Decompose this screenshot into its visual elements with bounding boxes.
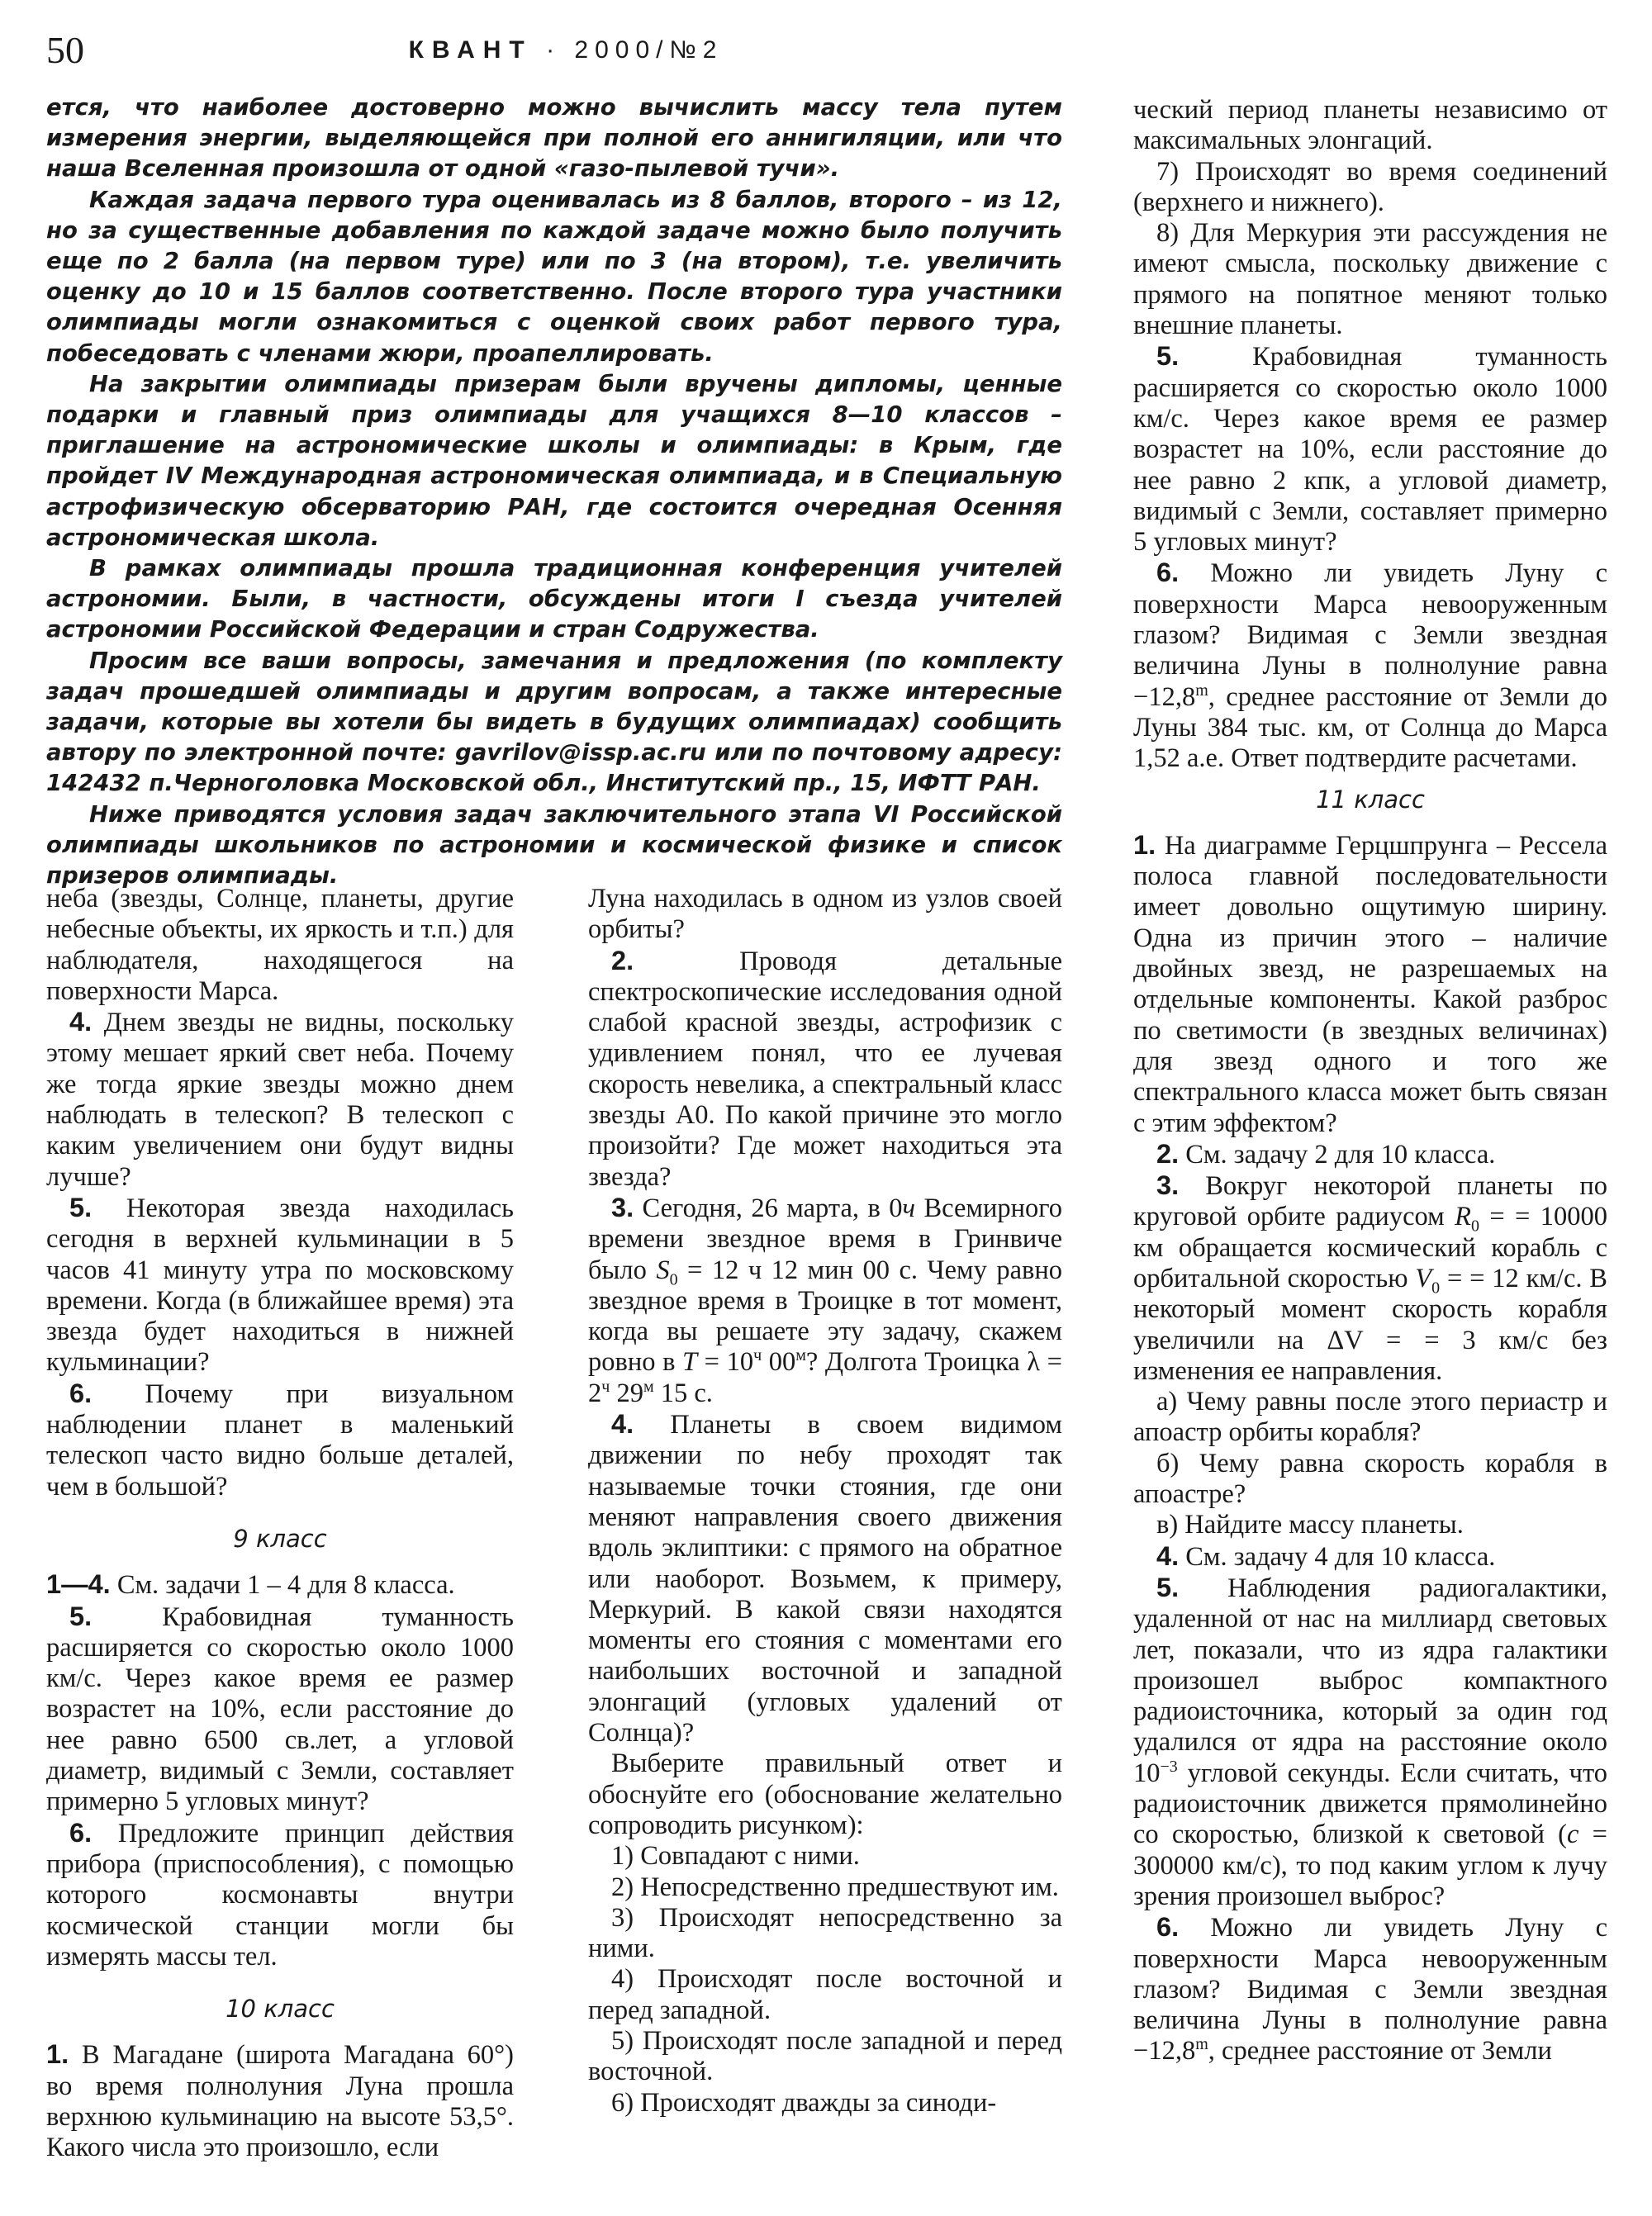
problem-number: 6. — [1156, 558, 1180, 588]
intro-paragraph: Просим все ваши вопросы, замечания и предложения (по комплекту задач прошедшей олимпиады и другим вопросам, а также интересные задачи, которые вы хотели бы видеть в будущих олимпиадах) сообщить автору по электронной почте: gavrilov@issp.ac.ru или по почтовому адресу: 142432 п.Черноголовка Московской обл., Институтский пр., 15, ИФТТ РАН. — [46, 647, 1062, 797]
problem-text: 00 — [762, 1347, 796, 1378]
var-r: R — [1455, 1202, 1471, 1232]
problem-text: , среднее расстояние от Земли — [1208, 2036, 1552, 2067]
superscript: −3 — [1160, 1757, 1178, 1776]
answer-option: 6) Происходят дважды за синоди- — [611, 2087, 997, 2118]
problem-number: 3. — [611, 1192, 634, 1222]
problem-text: 29 — [610, 1378, 643, 1408]
problem-item — [1133, 1912, 1607, 2067]
problem-text: угловой секунды. Если считать, что радиоисточник движется прямолинейно со скоростью, близкой к световой ( — [1133, 1758, 1607, 1850]
problem-instruction: Выберите правильный ответ и обоснуйте его (обоснование желательно сопроводить рисунком): — [588, 1749, 1062, 1840]
answer-option: 1) Совпадают с ними. — [611, 1841, 860, 1872]
grade-heading: 11 класс — [1316, 785, 1425, 814]
var-c: c — [1567, 1820, 1579, 1850]
problem-number: 1. — [1133, 829, 1156, 860]
problem-item — [1133, 341, 1607, 558]
problem-text: Предложите принцип действия прибора (приспособления), с помощью которого космонавты внутри космической станции могли бы измерять массы тел. — [46, 1818, 514, 1972]
problem-number: 5. — [69, 1192, 93, 1222]
subscript: 0 — [1470, 1217, 1479, 1236]
grade-heading: 9 класс — [233, 1524, 327, 1553]
subscript: 0 — [1431, 1279, 1441, 1298]
problem-item — [1133, 558, 1607, 774]
problem-item — [46, 2039, 514, 2163]
superscript: ч — [601, 1377, 610, 1396]
column-3 — [1133, 95, 1607, 2067]
var-v: V — [1415, 1263, 1432, 1293]
answer-option: 2) Непосредственно предшествуют им. — [611, 1872, 1059, 1902]
var-s: S — [656, 1255, 670, 1285]
problem-text: = = 10000 км обращается космический корабль с орбитальной скоростью — [1133, 1202, 1607, 1293]
superscript: м — [795, 1346, 806, 1365]
running-header — [0, 36, 1132, 64]
problem-text: 15 с. — [653, 1378, 713, 1408]
grade-heading: 10 класс — [225, 1995, 335, 2024]
problem-number: 6. — [69, 1378, 93, 1408]
problem-text: Крабовидная туманность расширяется со скоростью около 1000 км/с. Через какое время ее размер возрастет на 10%, если расстояние до нее равно 2 кпк, а угловой диаметр, видимый с Земли, составляет примерно 5 угловых минут? — [1133, 342, 1607, 558]
problem-text: Проводя детальные спектроскопические исследования одной слабой красной звезды, астрофизик с удивлением понял, что ее лучевая скорость невелика, а спектральный класс звезды А0. По какой причине это могло произойти? Где может находиться эта звезда? — [588, 946, 1062, 1192]
problem-number: 1. — [46, 2039, 69, 2070]
intro-paragraph: ется, что наиболее достоверно можно вычислить массу тела путем измерения энергии, выделяющейся при полной его аннигиляции, или что наша Вселенная произошла от одной «газо-пылевой тучи». — [46, 94, 1062, 183]
problem-item — [46, 1601, 514, 1818]
problem-text: = 10 — [697, 1347, 754, 1378]
problem-item — [46, 1818, 514, 1972]
superscript: m — [1195, 2035, 1208, 2054]
problem-text: Крабовидная туманность расширяется со скоростью около 1000 км/с. Через какое время ее размер возрастет на 10%, если расстояние до нее равно 6500 св.лет, а угловой диаметр, видимый с Земли, составляет примерно 5 угловых минут? — [46, 1601, 514, 1817]
problem-item — [1133, 1170, 1607, 1387]
problem-item — [46, 1007, 514, 1193]
problem-text: Вокруг некоторой планеты по круговой орбите радиусом — [1133, 1171, 1607, 1232]
superscript: м — [643, 1377, 654, 1396]
problem-number: 1—4. — [46, 1569, 111, 1600]
problem-text: Планеты в своем видимом движении по небу проходят так называемые точки стояния, где они меняют направления своего движения вдоль эклиптики: с прямого на обратное или наоборот. Возьмем, к примеру, Меркурий. В какой связи находятся моменты его стояния с моментами его наибольших восточной и западной элонгаций (угловых удалений от Солнца)? — [588, 1410, 1062, 1749]
problem-text: = 12 ч 12 мин 00 с. Чему равно звездное время в Троицке в тот момент, когда вы решаете эту задачу, скажем ровно в — [588, 1255, 1062, 1378]
problem-number: 3. — [1156, 1170, 1180, 1201]
problem-continuation: ческий период планеты независимо от максимальных элонгаций. — [1133, 95, 1607, 156]
problem-text: ? Долгота Троицка λ = 2 — [588, 1347, 1062, 1408]
intro-text — [46, 93, 1062, 891]
problem-item — [1133, 1573, 1607, 1912]
problem-number: 4. — [1156, 1540, 1180, 1571]
sub-question: а) Чему равны после этого периастр и апоастр орбиты корабля? — [1133, 1387, 1607, 1448]
problem-text: , среднее расстояние от Земли до Луны 384 тыс. км, от Солнца до Марса 1,52 а.е. Ответ подтвердите расчетами. — [1133, 681, 1607, 774]
problem-text: См. задачу 4 для 10 класса. — [1179, 1541, 1496, 1572]
problem-number: 5. — [69, 1601, 93, 1631]
page-number: 50 — [46, 29, 84, 71]
answer-option: 3) Происходят непосредственно за ними. — [588, 1902, 1062, 1964]
problem-number: 6. — [69, 1817, 93, 1848]
problem-continuation: неба (звезды, Солнце, планеты, другие небесные объекты, их яркость и т.п.) для наблюдателя, находящегося на поверхности Марса. — [46, 884, 514, 1006]
problem-text: Можно ли увидеть Луну с поверхности Марса невооруженным глазом? Видимая с Земли звездная величина Луны в полнолуние равна −12,8 — [1133, 558, 1607, 712]
answer-option: 4) Происходят после восточной и перед западной. — [588, 1964, 1062, 2025]
problem-text: Почему при визуальном наблюдении планет в маленький телескоп часто видно больше деталей, чем в большой? — [46, 1378, 514, 1502]
problem-text: В Магадане (широта Магадана 60°) во время полнолуния Луна прошла верхнюю кульминацию на высоте 53,5°. Какого числа это произошло, если — [46, 2040, 514, 2163]
superscript: ч — [753, 1346, 762, 1365]
problem-text: На диаграмме Герцшпрунга – Рессела полоса главной последовательности имеет довольно ощутимую ширину. Одна из причин этого – наличие двойных звезд, не разрешаемых на отдельные компоненты. Какой разброс по светимости (в звездных величинах) для звезд одного и того же спектрального класса может быть связан с этим эффектом? — [1133, 830, 1607, 1138]
sub-question: б) Чему равна скорость корабля в апоастре? — [1133, 1448, 1607, 1510]
issue-number: · 2000/№2 — [546, 36, 724, 64]
problem-number: 2. — [611, 945, 634, 975]
problem-text: См. задачи 1 – 4 для 8 класса. — [110, 1570, 455, 1601]
problem-number: 4. — [611, 1409, 634, 1440]
problem-text: = = 12 км/с. В некоторый момент скорость корабля увеличили на ΔV = = 3 км/с без изменения ее направления. — [1133, 1263, 1607, 1386]
column-1 — [46, 884, 514, 2164]
problem-number: 5. — [1156, 1572, 1180, 1602]
intro-paragraph: Ниже приводятся условия задач заключительного этапа VI Российской олимпиады школьников по астрономии и космической физике и список призеров олимпиады. — [46, 800, 1062, 890]
unit-hours: ч — [902, 1193, 916, 1223]
answer-option: 5) Происходят после западной и перед восточной. — [588, 2025, 1062, 2087]
problem-item — [46, 1378, 514, 1502]
problem-item — [1133, 1139, 1607, 1170]
problem-item — [588, 1409, 1062, 1749]
problem-text: = 300000 км/с), то под каким углом к лучу зрения произошел выброс? — [1133, 1820, 1607, 1911]
column-2 — [588, 884, 1062, 2119]
problem-item — [46, 1569, 514, 1601]
problem-text: Всемирного времени звездное время в Гринвиче было — [588, 1193, 1063, 1285]
problem-item — [1133, 830, 1607, 1139]
problem-item — [588, 1193, 1062, 1409]
answer-option: 8) Для Меркурия эти рассуждения не имеют смысла, поскольку движение с прямого на попятное меняют только внешние планеты. — [1133, 218, 1607, 341]
var-t: T — [682, 1347, 698, 1378]
problem-text: Днем звезды не видны, поскольку этому мешает яркий свет неба. Почему же тогда яркие звезды можно днем наблюдать в телескоп? В телескоп с каким увеличением они будут видны лучше? — [46, 1008, 514, 1192]
superscript: m — [1195, 681, 1208, 700]
subscript: 0 — [669, 1270, 678, 1289]
problem-text: Наблюдения радиогалактики, удаленной от нас на миллиард световых лет, показали, что из ядра галактики произошел выброс компактного радиоисточника, который за один год удалился от ядра на расстояние около 10 — [1133, 1573, 1607, 1788]
intro-paragraph: В рамках олимпиады прошла традиционная конференция учителей астрономии. Были, в частности, обсуждены итоги I съезда учителей астрономии Российской Федерации и стран Содружества. — [46, 555, 1062, 643]
problem-text: Сегодня, 26 марта, в 0 — [634, 1193, 903, 1223]
answer-option: 7) Происходят во время соединений (верхнего и нижнего). — [1133, 156, 1607, 217]
intro-paragraph: На закрытии олимпиады призерам были вручены дипломы, ценные подарки и главный приз олимпиады для учащихся 8—10 классов – приглашение на астрономические школы и олимпиады: в Крым, где пройдет IV Международная астрономическая олимпиада, и в Специальную астрофизическую обсерваторию РАН, где состоится очередная Осенняя астрономическая школа. — [46, 370, 1062, 551]
problem-number: 4. — [69, 1007, 93, 1037]
problem-number: 2. — [1156, 1138, 1180, 1169]
journal-title: КВАНТ — [408, 36, 533, 64]
problem-text: Некоторая звезда находилась сегодня в верхней кульминации в 5 часов 41 минуту утра по московскому времени. Когда (в ближайшее время) эта звезда будет находиться в нижней кульминации? — [46, 1193, 514, 1378]
intro-paragraph: Каждая задача первого тура оценивалась из 8 баллов, второго – из 12, но за существенные добавления по каждой задаче можно было получить еще по 2 балла (на первом туре) или по 3 (на втором), т.е. увеличить оценку до 10 и 15 баллов соответственно. После второго тура участники олимпиады могли ознакомиться с оценкой своих работ первого тура, побеседовать с членами жюри, проапеллировать. — [46, 186, 1062, 367]
problem-text: Можно ли увидеть Луну с поверхности Марса невооруженным глазом? Видимая с Земли звездная величина Луны в полнолуние равна −12,8 — [1133, 1913, 1607, 2067]
problem-continuation: Луна находилась в одном из узлов своей орбиты? — [588, 884, 1062, 945]
problem-number: 6. — [1156, 1912, 1180, 1943]
problem-item — [588, 946, 1062, 1193]
sub-question: в) Найдите массу планеты. — [1156, 1510, 1464, 1540]
problem-number: 5. — [1156, 341, 1180, 372]
problem-item — [46, 1193, 514, 1378]
problem-item — [1133, 1541, 1607, 1573]
problem-text: См. задачу 2 для 10 класса. — [1179, 1139, 1496, 1170]
